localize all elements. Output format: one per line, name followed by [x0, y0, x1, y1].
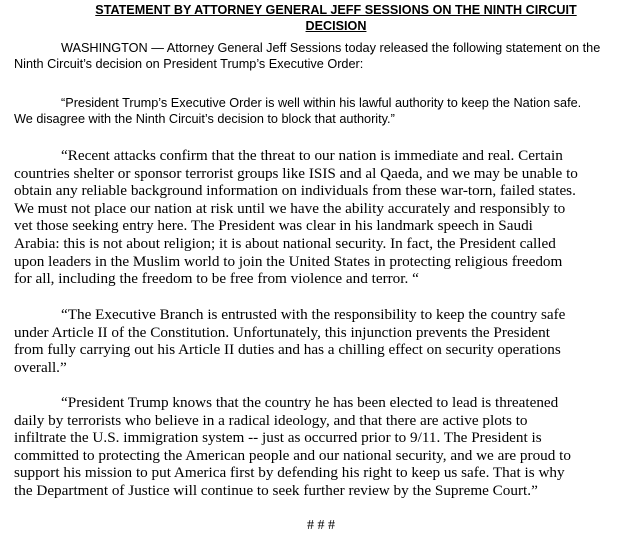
intro-line: WASHINGTON — Attorney General Jeff Sessions today released the following statement on the [61, 41, 601, 55]
intro-paragraph [14, 41, 628, 72]
end-mark: # # # [307, 518, 335, 533]
quote-2-line: countries shelter or sponsor terrorist groups like ISIS and al Qaeda, and we may be unable to [14, 164, 578, 182]
quote-3-paragraph [14, 306, 628, 376]
quote-2-line: Arabia: this is not about religion; it is about national security. In fact, the President called [14, 234, 556, 252]
quote-2-line: upon leaders in the Muslim world to join the United States in protecting religious freedom [14, 252, 563, 270]
quote-1-line: “President Trump’s Executive Order is well within his lawful authority to keep the Nation safe. [61, 96, 582, 110]
quote-2-line: for all, including the freedom to be free from violence and terror. “ [14, 270, 419, 288]
quote-4-line: daily by terrorists who believe in a radical ideology, and that there are active plots to [14, 411, 528, 429]
intro-line: Ninth Circuit’s decision on President Trump’s Executive Order: [14, 56, 364, 71]
quote-3-line: “The Executive Branch is entrusted with the responsibility to keep the country safe [61, 306, 566, 323]
quote-4-line: infiltrate the U.S. immigration system -- just as occurred prior to 9/11. The President is [14, 429, 542, 447]
quote-4-line: committed to protecting the American people and our national security, and we are proud to [14, 446, 571, 464]
quote-2-line: “Recent attacks confirm that the threat to our nation is immediate and real. Certain [61, 147, 563, 164]
quote-2-line: We must not place our nation at risk until we have the ability accurately and responsibly to [14, 199, 566, 217]
quote-4-line: support his mission to put America first by defending his right to keep us safe. That is why [14, 464, 565, 482]
quote-2-line: vet those seeking entry here. The President was clear in his landmark speech in Saudi [14, 217, 533, 235]
quote-2-paragraph [14, 147, 628, 288]
quote-4-paragraph [14, 394, 628, 500]
statement-title-line-2: DECISION [305, 19, 367, 33]
quote-4-line: “President Trump knows that the country he has been elected to lead is threatened [61, 394, 559, 411]
quote-1-line: We disagree with the Ninth Circuit’s decision to block that authority.” [14, 111, 395, 126]
statement-title-line-1: STATEMENT BY ATTORNEY GENERAL JEFF SESSIONS ON THE NINTH CIRCUIT [95, 3, 577, 17]
quote-1-paragraph [14, 96, 628, 127]
quote-2-line: obtain any reliable background information on individuals from these war-torn, failed states. [14, 182, 576, 200]
quote-3-line: overall.” [14, 358, 67, 376]
statement-title [20, 2, 632, 34]
quote-3-line: under Article II of the Constitution. Unfortunately, this injunction prevents the President [14, 323, 550, 341]
quote-3-line: from fully carrying out his Article II duties and has a chilling effect on security operations [14, 341, 561, 359]
quote-4-line: the Department of Justice will continue to seek further review by the Supreme Court.” [14, 481, 538, 499]
